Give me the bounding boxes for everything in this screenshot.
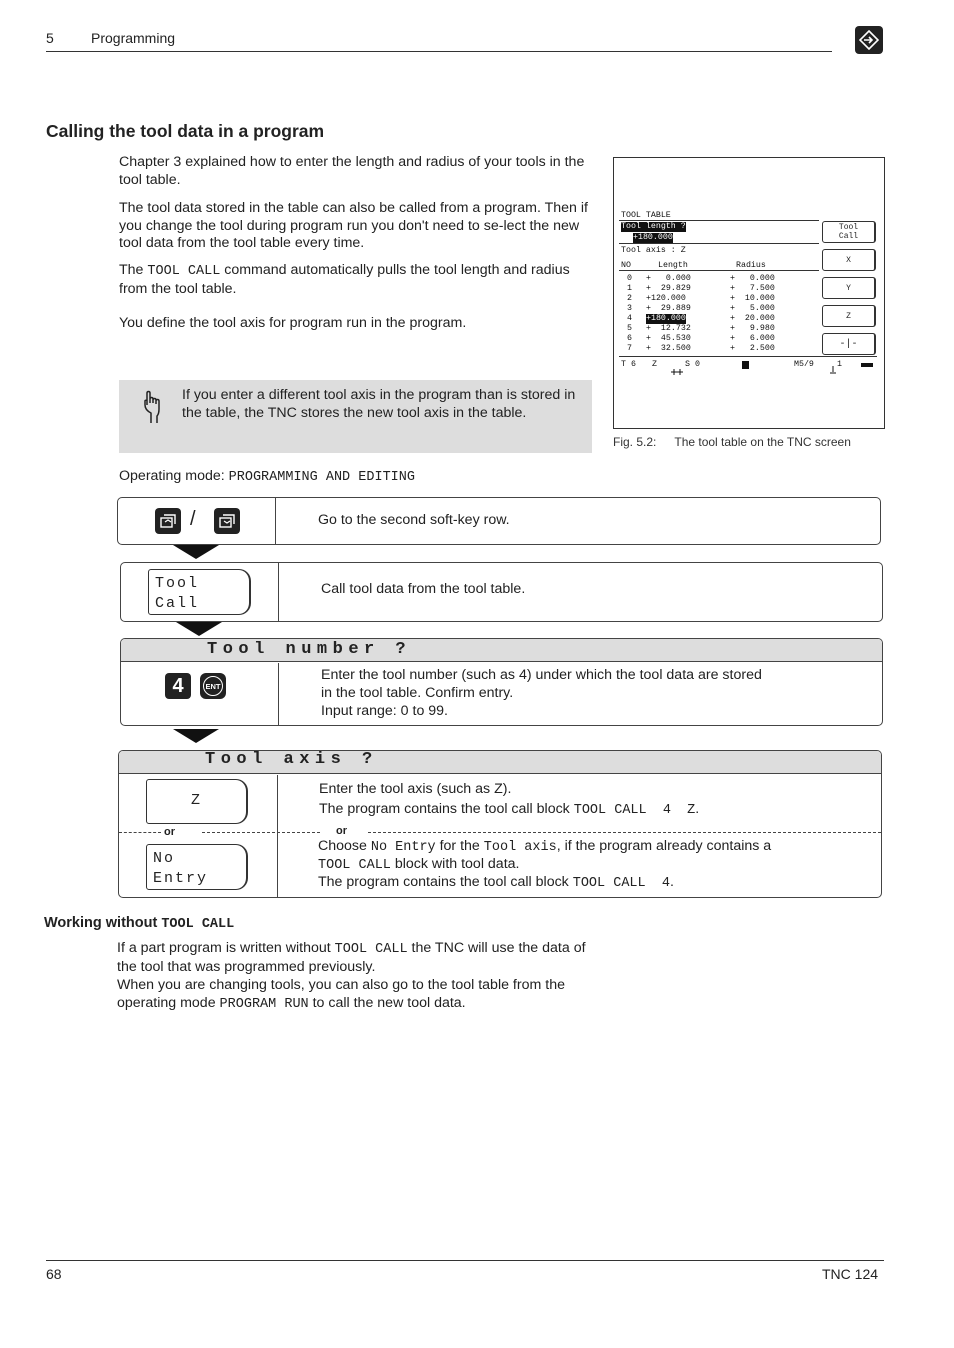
screen-row-length: + 32.500: [646, 344, 691, 353]
flow-arrow: [173, 545, 219, 559]
status-axis: Z: [652, 360, 657, 369]
page-number: 68: [46, 1266, 62, 1282]
step4-line1: Enter the tool axis (such as Z).: [319, 781, 512, 797]
intro-paragraph-3: The TOOL CALL command automatically pulls the tool length and radius from the tool table.: [119, 262, 570, 297]
screen-col-no: NO: [621, 261, 631, 270]
screen-rule: [619, 356, 877, 357]
status-tool: T 6: [621, 360, 636, 369]
tool-number-prompt: Tool number ?: [207, 640, 412, 659]
note-text: If you enter a different tool axis in the program than is stored in the table, the TNC stores the new tool axis in the table.: [182, 387, 576, 421]
screen-row-length: + 45.530: [646, 334, 691, 343]
key-separator: /: [190, 508, 196, 530]
digit-4-key[interactable]: 4: [165, 673, 191, 699]
screen-row-radius: + 10.000: [730, 294, 775, 303]
status-speed: S 0: [685, 360, 700, 369]
screen-row-radius: + 9.980: [730, 324, 775, 333]
screen-col-length: Length: [658, 261, 688, 270]
header-rule: [46, 51, 832, 52]
screen-row-radius: + 2.500: [730, 344, 775, 353]
screen-softkey-tool-call: Tool Call: [822, 221, 876, 243]
screen-row-length: + 12.732: [646, 324, 691, 333]
intro-paragraph-1: Chapter 3 explained how to enter the length and radius of your tools in the tool table.: [119, 154, 585, 188]
axis-z-softkey[interactable]: Z: [146, 779, 248, 824]
screen-row-no: 6: [627, 334, 632, 343]
screen-title: TOOL TABLE: [621, 211, 671, 220]
tool-call-softkey[interactable]: Tool Call: [148, 569, 251, 615]
footer-rule: [46, 1260, 884, 1261]
subsection-title: Working without TOOL CALL: [44, 915, 235, 932]
step2-text: Call tool data from the tool table.: [321, 581, 526, 597]
tool-axis-prompt: Tool axis ?: [205, 750, 378, 769]
or-divider: [368, 832, 881, 833]
flow-arrow: [176, 622, 222, 636]
status-bar-icon: [861, 363, 873, 367]
screen-softkey-z: Z: [822, 305, 876, 327]
step4-line2: The program contains the tool call block TOOL CALL 4 Z.: [319, 801, 700, 818]
screen-row-no: 0: [627, 274, 632, 283]
screen-rule: [619, 243, 819, 244]
screen-row-length: + 0.000: [646, 274, 691, 283]
or-divider: [202, 832, 320, 833]
status-block-icon: [742, 361, 749, 369]
screen-col-radius: Radius: [736, 261, 766, 270]
or-label: or: [336, 825, 347, 837]
screen-row-radius: + 0.000: [730, 274, 775, 283]
screen-input: +180.000: [633, 233, 673, 242]
subsection-paragraph-1: If a part program is written without TOOL CALL the TNC will use the data of the tool that was programmed previously.: [117, 940, 586, 975]
flow-arrow: [173, 729, 219, 743]
operating-mode-line: Operating mode: PROGRAMMING AND EDITING: [119, 468, 415, 485]
programming-arrow-icon: [855, 26, 883, 54]
chapter-number: 5: [46, 30, 54, 46]
crosshair-icon: -|-: [839, 338, 858, 350]
screen-prompt: Tool length ?: [621, 222, 686, 231]
step4-alt-line3: The program contains the tool call block TOOL CALL 4.: [318, 874, 674, 891]
screen-row-length: + 29.829: [646, 284, 691, 293]
softkey-row-prev-icon[interactable]: [155, 508, 181, 534]
subsection-paragraph-2: When you are changing tools, you can also go to the tool table from the operating mode PROGRAM RUN to call the new tool data.: [117, 977, 565, 1012]
chapter-title: Programming: [91, 30, 176, 46]
screen-row-no: 3: [627, 304, 632, 313]
intro-paragraph-4: You define the tool axis for program run in the program.: [119, 315, 467, 331]
status-l: 1: [837, 360, 842, 369]
screen-softkey-crosshair: [822, 333, 876, 355]
step4-alt-line1: Choose No Entry for the Tool axis, if the program already contains a: [318, 838, 772, 855]
screen-row-no: 5: [627, 324, 632, 333]
section-title: Calling the tool data in a program: [46, 121, 325, 141]
softkey-row-next-icon[interactable]: [214, 508, 240, 534]
or-divider: [119, 832, 161, 833]
hand-pointing-icon: [140, 389, 170, 425]
screen-row-radius: + 20.000: [730, 314, 775, 323]
operating-mode-value: PROGRAMMING AND EDITING: [228, 470, 415, 485]
tool-length-icon: [829, 361, 837, 369]
screen-row-no: 4: [627, 314, 632, 323]
intro-paragraph-2: The tool data stored in the table can also be called from a program. Then if you change the tool during program run you don't need to se-lect the new tool data from the tool table every time.: [119, 200, 588, 251]
screen-softkey-y: Y: [822, 277, 876, 299]
screen-axis-line: Tool axis : Z: [621, 246, 686, 255]
screen-softkey-x: X: [822, 249, 876, 271]
ent-key[interactable]: ENT: [200, 673, 226, 699]
screen-row-no: 2: [627, 294, 632, 303]
step3-line3: Input range: 0 to 99.: [321, 703, 448, 719]
figure-caption: Fig. 5.2: The tool table on the TNC screen: [613, 435, 851, 449]
screen-row-no: 1: [627, 284, 632, 293]
screen-row-length-selected: +180.000: [646, 314, 686, 323]
screen-row-radius: + 5.000: [730, 304, 775, 313]
screen-row-radius: + 6.000: [730, 334, 775, 343]
screen-row-length: + 29.889: [646, 304, 691, 313]
product-name: TNC 124: [822, 1266, 879, 1282]
spindle-icon: [671, 362, 683, 368]
or-label: or: [164, 826, 175, 838]
screen-row-radius: + 7.500: [730, 284, 775, 293]
step1-text: Go to the second soft-key row.: [318, 512, 510, 528]
code-tool-call: TOOL CALL: [147, 264, 221, 279]
screen-rule: [619, 220, 819, 221]
screen-row-no: 7: [627, 344, 632, 353]
step3-line2: in the tool table. Confirm entry.: [321, 685, 514, 701]
screen-rule: [619, 270, 819, 271]
screen-row-length: +120.000: [646, 294, 686, 303]
step3-line1: Enter the tool number (such as 4) under which the tool data are stored: [321, 667, 762, 683]
no-entry-softkey[interactable]: No Entry: [146, 844, 248, 890]
step4-alt-line2: TOOL CALL block with tool data.: [318, 856, 520, 873]
status-mcode: M5/9: [794, 360, 814, 369]
